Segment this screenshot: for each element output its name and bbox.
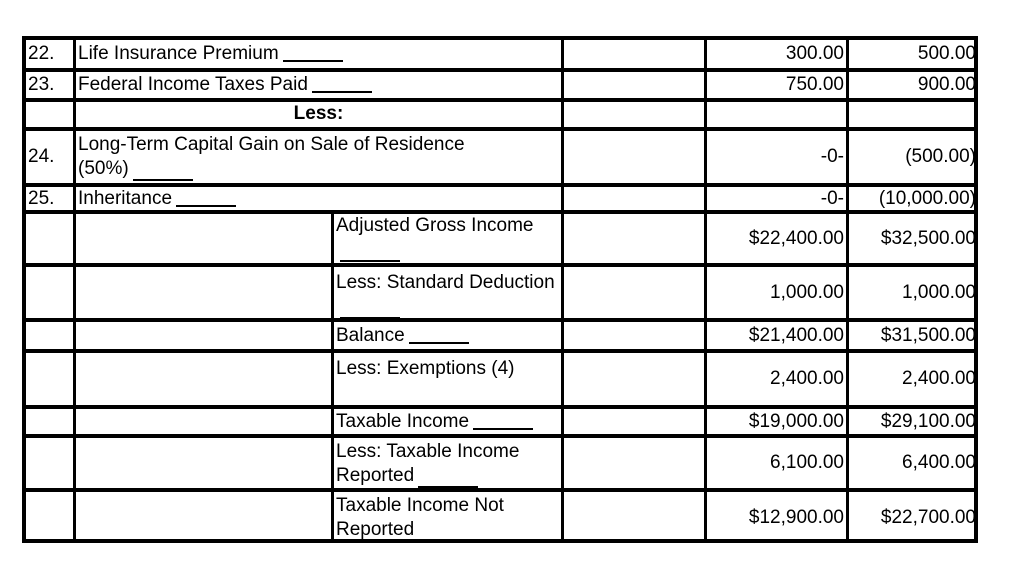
label-text: Life Insurance Premium [78,43,279,64]
label-text: Adjusted Gross Income [336,215,534,236]
income-reconstruction-table [22,36,978,543]
value-col1: $21,400.00 [707,322,849,349]
value-col2: 500.00 [917,43,976,64]
value-col2: 1,000.00 [902,281,976,303]
value-col1: $22,400.00 [707,214,849,263]
underline-blank [283,46,343,62]
underline-blank [409,328,469,344]
summary-row-agi [26,214,974,267]
value-col2: (10,000.00) [878,187,976,209]
value-col1: -0- [707,131,849,183]
summary-label [334,438,564,488]
value-col1 [707,102,849,127]
blank-num-cell [26,267,76,318]
underline-blank [340,303,400,318]
blank-desc-cell [76,438,334,488]
blank-cell [564,187,707,210]
summary-row-taxable-income-reported [26,438,974,492]
underline-blank [340,246,400,262]
line-label [76,40,564,68]
blank-cell [564,353,707,405]
table-row-23 [26,72,974,102]
blank-num-cell [26,409,76,434]
summary-row-exemptions [26,353,974,409]
table-row-25 [26,187,974,214]
value-col2: $22,700.00 [880,506,976,528]
line-number [26,102,76,127]
summary-row-balance [26,322,974,353]
blank-num-cell [26,322,76,349]
label-text: Long-Term Capital Gain on Sale of Residence (50%) [78,134,465,179]
line-label [76,187,564,210]
summary-label [334,214,564,263]
line-label [76,72,564,98]
underline-blank [473,414,533,430]
summary-label: Less: Exemptions (4) [334,353,564,405]
underline-blank [133,165,193,181]
blank-cell [564,72,707,98]
summary-label [334,492,564,543]
blank-cell [564,492,707,543]
value-col1: 6,100.00 [707,438,849,488]
blank-cell [564,131,707,183]
line-number: 24. [26,131,76,183]
summary-row-standard-deduction [26,267,974,322]
label-text: Inheritance [78,187,173,209]
summary-label [334,267,564,318]
value-col1: 1,000.00 [707,267,849,318]
label-text: Taxable Income Not Reported [336,495,504,540]
section-heading: Less: [76,102,564,127]
label-text: Less: Taxable Income Reported [336,441,520,486]
underline-blank [312,77,372,93]
underline-blank [418,526,478,542]
blank-cell [564,214,707,263]
summary-label [334,322,564,349]
value-col2: 900.00 [917,74,976,95]
table-row-22 [26,40,974,72]
label-text: Federal Income Taxes Paid [78,74,308,95]
label-text: Balance [336,324,405,346]
label-text: Taxable Income [336,410,470,432]
blank-cell [564,409,707,434]
blank-num-cell [26,353,76,405]
blank-desc-cell [76,353,334,405]
label-text: Less: Standard Deduction [336,272,555,293]
summary-row-taxable-income-not-reported [26,492,974,543]
line-number: 22. [26,40,76,68]
blank-desc-cell [76,492,334,543]
value-col2: $32,500.00 [880,227,976,249]
value-col1: -0- [707,187,849,210]
value-col2: (500.00) [905,146,976,167]
value-col1: $12,900.00 [707,492,849,543]
blank-num-cell [26,214,76,263]
value-col2 [849,102,978,127]
value-col2: 2,400.00 [902,368,976,389]
value-col1: 300.00 [707,40,849,68]
summary-row-taxable-income [26,409,974,438]
table-row-24 [26,131,974,187]
value-col2: $29,100.00 [880,410,976,432]
blank-desc-cell [76,214,334,263]
blank-cell [564,40,707,68]
line-number: 25. [26,187,76,210]
value-col1: 750.00 [707,72,849,98]
blank-cell [564,267,707,318]
underline-blank [418,472,478,488]
blank-cell [564,438,707,488]
value-col1: $19,000.00 [707,409,849,434]
blank-num-cell [26,492,76,543]
table-row-less-header [26,102,974,131]
blank-cell [564,102,707,127]
blank-desc-cell [76,409,334,434]
value-col1: 2,400.00 [707,353,849,405]
blank-cell [564,322,707,349]
blank-desc-cell [76,322,334,349]
underline-blank [176,191,236,207]
value-col2: 6,400.00 [902,452,976,473]
line-label [76,131,564,183]
line-number: 23. [26,72,76,98]
summary-label [334,409,564,434]
value-col2: $31,500.00 [880,324,976,346]
blank-desc-cell [76,267,334,318]
blank-num-cell [26,438,76,488]
